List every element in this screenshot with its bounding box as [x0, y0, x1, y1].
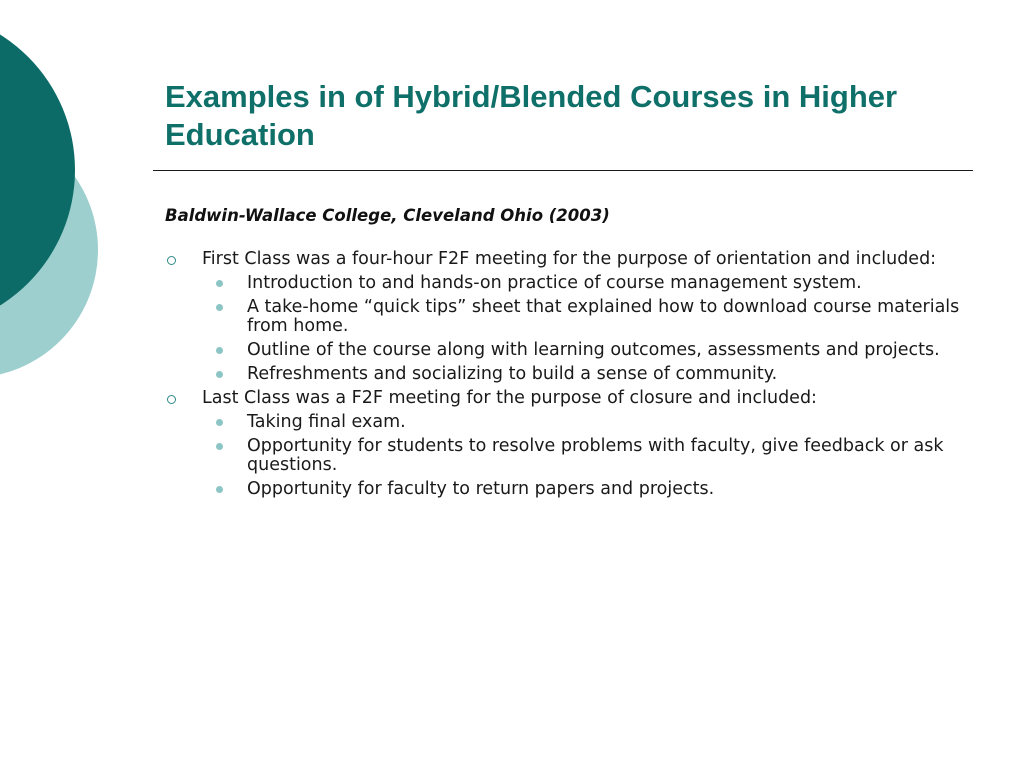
hollow-circle-bullet-icon [167, 395, 176, 404]
title-divider [153, 170, 973, 171]
slide-title: Examples in of Hybrid/Blended Courses in Higher Education [165, 79, 898, 152]
filled-circle-bullet-icon [216, 486, 223, 493]
decorative-circles [0, 0, 110, 420]
sub-bullet-text: Opportunity for faculty to return papers and projects. [247, 479, 715, 499]
hollow-circle-bullet-icon [167, 256, 176, 265]
bullet-item [165, 389, 965, 408]
sub-bullet-text: A take-home “quick tips” sheet that explained how to download course materials from home. [247, 297, 960, 336]
bullet-list [165, 250, 965, 504]
bullet-item [165, 250, 965, 269]
filled-circle-bullet-icon [216, 304, 223, 311]
sub-bullet-item [165, 480, 965, 499]
filled-circle-bullet-icon [216, 347, 223, 354]
sub-bullet-item [165, 341, 965, 360]
sub-bullet-text: Introduction to and hands-on practice of course management system. [247, 273, 862, 293]
sub-bullet-text: Opportunity for students to resolve problems with faculty, give feedback or ask questions. [247, 436, 944, 475]
bullet-text: First Class was a four-hour F2F meeting for the purpose of orientation and included: [202, 249, 937, 269]
sub-bullet-item [165, 274, 965, 293]
sub-bullet-item [165, 413, 965, 432]
filled-circle-bullet-icon [216, 419, 223, 426]
filled-circle-bullet-icon [216, 443, 223, 450]
sub-bullet-item [165, 298, 965, 336]
slide-subheading: Baldwin-Wallace College, Cleveland Ohio (2003) [165, 206, 610, 225]
sub-bullet-text: Refreshments and socializing to build a sense of community. [247, 364, 778, 384]
sub-bullet-text: Outline of the course along with learning outcomes, assessments and projects. [247, 340, 940, 360]
filled-circle-bullet-icon [216, 371, 223, 378]
sub-bullet-item [165, 365, 965, 384]
sub-bullet-item [165, 437, 965, 475]
sub-bullet-text: Taking final exam. [247, 412, 406, 432]
bullet-text: Last Class was a F2F meeting for the purpose of closure and included: [202, 388, 817, 408]
filled-circle-bullet-icon [216, 280, 223, 287]
